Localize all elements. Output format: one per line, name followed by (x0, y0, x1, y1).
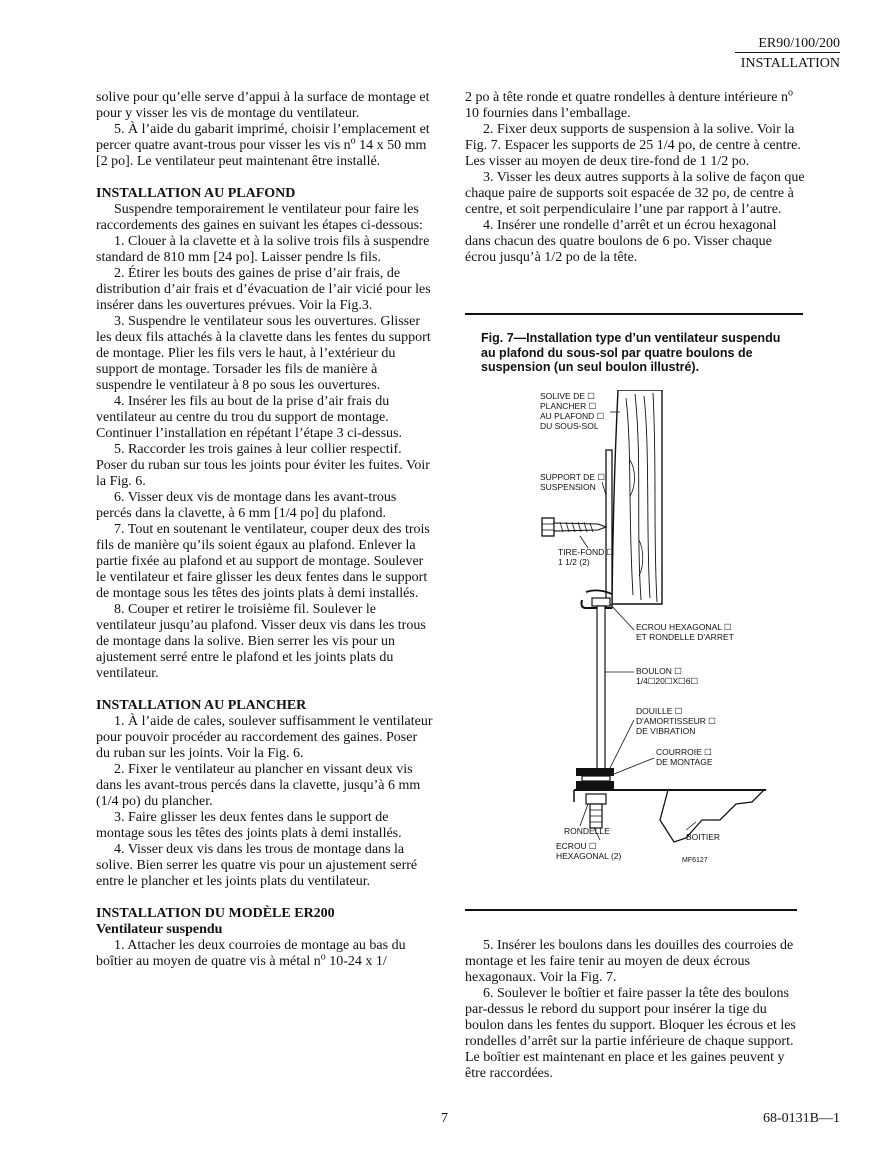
step: 1. À l’aide de cales, soulever suffisamment le ventilateur pour pouvoir procéder au raccordement des gaines. Poser du ruban sur les joints. Voir la Fig. 6. (96, 714, 433, 761)
label-douille-3: DE VIBRATION (636, 726, 696, 736)
label-solive-3: AU PLAFOND ☐ (540, 411, 605, 421)
joist-drawing (612, 390, 662, 604)
step: 4. Insérer une rondelle d’arrêt et un écrou hexagonal dans chacun des quatre boulons de 6 po. Visser chaque écrou jusqu’à 1/2 po de la tête. (465, 218, 777, 265)
step: 6. Visser deux vis de montage dans les avant-trous percés dans la clavette, à 6 mm [1/4 po] du plafond. (96, 490, 397, 521)
step: 4. Visser deux vis dans les trous de montage dans la solive. Bien serrer les quatre vis pour un ajustement serré entre le plancher et les joints plats du ventilateur. (96, 842, 418, 889)
section-heading: INSTALLATION AU PLANCHER (96, 698, 307, 713)
label-tirefond-1: TIRE-FOND ☐ (558, 547, 615, 557)
header-model: ER90/100/200 (758, 36, 840, 51)
paragraph: 5. À l’aide du gabarit imprimé, choisir l’emplacement et percer quatre avant-trous pour visser les vis $n^o$ 14 x 50 mm [2 po]. Le ventilateur peut maintenant être installé. (96, 122, 430, 169)
step: 7. Tout en soutenant le ventilateur, couper deux des trois fils de manière qu’ils soient égaux au plafond. Enlever la partie fixée au plafond et au support de montage. Soulever le ventilateur et faire glisser les deux fentes dans le support de montage sous les têtes des joints plats à demi installés. (96, 522, 430, 601)
step: 2. Étirer les bouts des gaines de prise d’air frais, de distribution d’air frais et d’évacuation de l’air vicié pour les insérer dans les ouvertures prévues. Voir la Fig.3. (96, 266, 431, 313)
label-ecrou-hex-1: ECROU HEXAGONAL ☐ (636, 622, 732, 632)
step: 4. Insérer les fils au bout de la prise d’air frais du ventilateur au centre du trou du support de montage. Continuer l’installation en répétant l’étape 3 ci-dessus. (96, 394, 402, 441)
installation-figure (540, 390, 770, 880)
figure-top-rule (465, 313, 803, 315)
label-douille-1: DOUILLE ☐ (636, 706, 683, 716)
label-douille-2: D'AMORTISSEUR ☐ (636, 716, 716, 726)
step: 1. Attacher les deux courroies de montage au bas du boîtier au moyen de quatre vis à métal $n^o$ 10-24 x 1/ (96, 938, 406, 969)
step: 2. Fixer le ventilateur au plancher en vissant deux vis dans les avant-trous percés dans la clavette, jusqu’à 6 mm (1/4 po) du plancher. (96, 762, 421, 809)
bolt-drawing (576, 598, 614, 828)
lag-screw-drawing (542, 518, 606, 536)
right-column-top (465, 87, 805, 266)
label-boulon-1: BOULON ☐ (636, 666, 682, 676)
document-number: 68-0131B—1 (763, 1111, 840, 1126)
step: 5. Insérer les boulons dans les douilles des courroies de montage et les faire tenir au moyen de deux écrous hexagonaux. Voir la Fig. 7. (465, 938, 794, 985)
subsection-heading: Ventilateur suspendu (96, 922, 223, 937)
step: 6. Soulever le boîtier et faire passer la tête des boulons par-dessus le rebord du support pour insérer la tige du boulon dans les fentes du support. Bloquer les écrous et les rondelles d’arrêt sur la partie inférieure de chaque support. Le boîtier est maintenant en place et les gaines peuvent y être raccordées. (465, 986, 796, 1081)
label-solive-4: DU SOUS-SOL (540, 421, 599, 431)
label-tirefond-2: 1 1/2 (2) (558, 557, 590, 567)
label-solive-2: PLANCHER ☐ (540, 401, 597, 411)
label-support-1: SUPPORT DE ☐ (540, 472, 605, 482)
step: 8. Couper et retirer le troisième fil. Soulever le ventilateur jusqu’au plafond. Visser deux vis dans les trous de montage dans la solive. Bien serrer les vis pour un ajustement serré entre le plafond et les joints plats du ventilateur. (96, 602, 426, 681)
label-rondelle: RONDELLE (564, 826, 610, 836)
label-support-2: SUSPENSION (540, 482, 596, 492)
step: 3. Visser les deux autres supports à la solive de façon que chaque paire de supports soit espacée de 32 po, de centre à centre, et soit perpendiculaire l’une par rapport à l’autre. (465, 170, 805, 217)
paragraph: 2 po à tête ronde et quatre rondelles à denture intérieure $n^o$ 10 fournies dans l’emballage. (465, 87, 794, 121)
section-heading: INSTALLATION DU MODÈLE ER200 (96, 906, 335, 921)
left-column (96, 90, 434, 970)
label-figure-code: MF6127 (682, 857, 708, 864)
step: 3. Faire glisser les deux fentes dans le support de montage sous les têtes des joints plats à demi installés. (96, 810, 402, 841)
label-courroie-1: COURROIE ☐ (656, 747, 712, 757)
step: 5. Raccorder les trois gaines à leur collier respectif. Poser du ruban sur tous les joints pour éviter les fuites. Voir la Fig. 6. (96, 442, 430, 489)
figure-bottom-rule (465, 909, 797, 911)
page-number: 7 (441, 1111, 448, 1126)
label-solive-1: SOLIVE DE ☐ (540, 391, 595, 401)
label-ecrou-hex-2: ET RONDELLE D'ARRET (636, 632, 734, 642)
label-ecrou2-2: HEXAGONAL (2) (556, 851, 622, 861)
label-boulon-2: 1/4☐20☐X☐6☐ (636, 676, 699, 686)
step: 3. Suspendre le ventilateur sous les ouvertures. Glisser les deux fils attachés à la clavette dans les fentes du support de montage. Plier les fils vers le haut, à l’extérieur du support de montage. Torsader les fils de manière à suspendre le ventilateur à 8 po sous les ouvertures. (96, 314, 431, 393)
figure-caption: Fig. 7—Installation type d’un ventilateur suspendu au plafond du sous-sol par quatre boulons de suspension (un seul boulon illustré). (481, 331, 781, 374)
header-divider (735, 52, 840, 53)
step: 2. Fixer deux supports de suspension à la solive. Voir la Fig. 7. Espacer les supports de 25 1/4 po, de centre à centre. Les visser au moyen de deux tire-fond de 1 1/2 po. (465, 122, 801, 169)
right-column-bottom (465, 938, 805, 1082)
step: 1. Clouer à la clavette et à la solive trois fils à suspendre standard de 810 mm [24 po]. Laisser pendre ls fils. (96, 234, 430, 265)
paragraph: Suspendre temporairement le ventilateur pour faire les raccordements des gaines en suivant les étapes ci-dessous: (96, 202, 423, 233)
label-ecrou2-1: ECROU ☐ (556, 841, 597, 851)
paragraph: solive pour qu’elle serve d’appui à la surface de montage et pour y visser les vis de montage du ventilateur. (96, 90, 430, 121)
header-section: INSTALLATION (740, 56, 840, 71)
label-boitier: BOITIER (686, 832, 721, 842)
label-courroie-2: DE MONTAGE (656, 757, 713, 767)
section-heading: INSTALLATION AU PLAFOND (96, 186, 296, 201)
